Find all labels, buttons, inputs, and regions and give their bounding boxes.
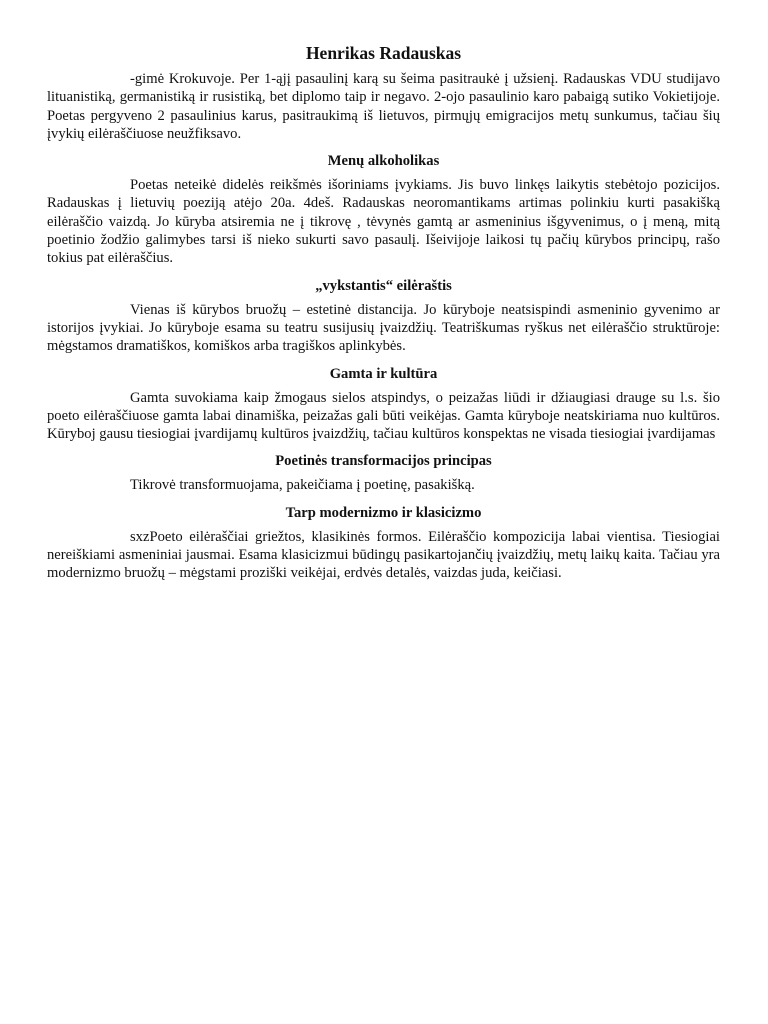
section-heading-menu-alkoholikas: Menų alkoholikas bbox=[327, 153, 440, 170]
document-page bbox=[47, 40, 720, 592]
section-paragraph-menu-alkoholikas: Poetas neteikė didelės reikšmės išoriniams įvykiams. Jis buvo linkęs laikytis stebėtojo pozicijos. Radauskas į lietuvių poeziją atėjo 20a. 4deš. Radauskas neoromantikams artimas polinkiu kurti pasakišką eilėraščio vaizdą. Jo kūryba atsiremia ne į tikrovę , tėvynės gamtą ar asmeninius išgyvenimus, o į meną, mitą poetinio žodžio galimybes tarsi iš nieko sukurti savo pasaulį. Išeivijoje laikosi tų pačių kūrybos principų, rašo tokius pat eilėraščius. bbox=[47, 177, 720, 267]
document-title: Henrikas Radauskas bbox=[305, 43, 462, 63]
section-heading-vykstantis-eilerastis: „vykstantis“ eilėraštis bbox=[315, 277, 452, 294]
section-heading-poetines-transformacijos: Poetinės transformacijos principas bbox=[275, 453, 492, 470]
section-paragraph-gamta-ir-kultura: Gamta suvokiama kaip žmogaus sielos atspindys, o peizažas liūdi ir džiaugiasi drauge su l.s. šio poeto eilėraščiuose gamta labai dinamiška, peizažas gali būti veikėjas. Gamta kūryboje neatskiriama nuo kultūros. Kūryboj gausu tiesiogiai įvardijamų kultūros įvaizdžių, tačiau kultūros konspektas ne visada tiesiogiai įvardijamas bbox=[47, 389, 720, 443]
intro-paragraph: -gimė Krokuvoje. Per 1-ąjį pasaulinį karą su šeima pasitraukė į užsienį. Radauskas VDU studijavo lituanistiką, germanistiką ir rusistiką, bet diplomo taip ir negavo. 2-ojo pasaulinio karo pabaigą sutiko Vokietijoje. Poetas pergyveno 2 pasaulinius karus, pasitraukimą iš lietuvos, pirmųjų emigracijos metų sunkumus, tačiau šių įvykių eilėraščiuose neužfiksavo. bbox=[47, 71, 720, 142]
section-paragraph-vykstantis-eilerastis: Vienas iš kūrybos bruožų – estetinė distancija. Jo kūryboje neatsispindi asmeninio gyvenimo ar istorijos įvykiai. Jo kūryboje esama su teatru susijusių įvaizdžių. Teatriškumas ryškus net eilėraščio struktūroje: mėgstamos dramatiškos, komiškos arba tragiškos aplinkybės. bbox=[47, 301, 720, 355]
section-heading-gamta-ir-kultura: Gamta ir kultūra bbox=[329, 365, 438, 382]
section-paragraph-tarp-modernizmo-ir-klasicizmo: sxzPoeto eilėraščiai griežtos, klasikinės formos. Eilėraščio kompozicija labai vientisa. Tiesiogiai nereiškiami asmeniniai jausmai. Esama klasicizmui būdingų pasikartojančių įvaizdžių, metų laikų kaita. Tačiau yra modernizmo bruožų – mėgstami proziški veikėjai, erdvės detalės, vaizdas juda, keičiasi. bbox=[47, 528, 720, 582]
section-heading-tarp-modernizmo-ir-klasicizmo: Tarp modernizmo ir klasicizmo bbox=[285, 504, 482, 521]
section-paragraph-poetines-transformacijos: Tikrovė transformuojama, pakeičiama į poetinę, pasakišką. bbox=[130, 477, 475, 494]
